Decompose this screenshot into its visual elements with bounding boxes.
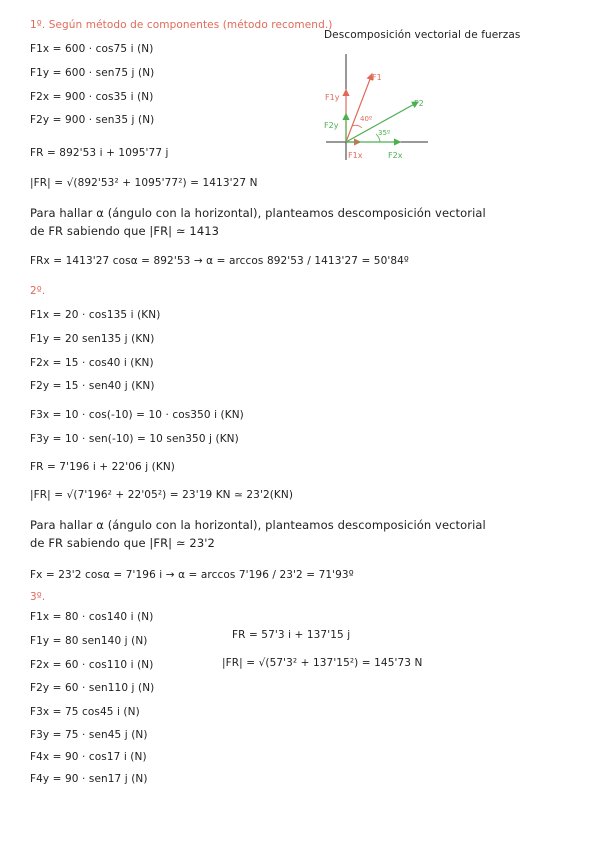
para-1-line-1: Para hallar α (ángulo con la horizontal), planteamos descomposición vectorial: [30, 206, 486, 220]
label-f1: F1: [372, 73, 382, 82]
para-1-line-2: de FR sabiendo que |FR| ≃ 1413: [30, 224, 220, 238]
eq-f1y: F1y = 600 · sen75 j (N): [30, 67, 155, 79]
eq3-f3y: F3y = 75 · sen45 j (N): [30, 729, 148, 741]
eq2-f1x: F1x = 20 · cos135 i (KN): [30, 309, 161, 321]
eq2-f1y: F1y = 20 sen135 j (KN): [30, 333, 155, 345]
eq-f2x: F2x = 900 · cos35 i (N): [30, 91, 154, 103]
eq3-fr-magnitude: |FR| = √(57'3² + 137'15²) = 145'73 N: [222, 657, 423, 669]
eq-fr: FR = 892'53 i + 1095'77 j: [30, 147, 169, 159]
eq3-f1y: F1y = 80 sen140 j (N): [30, 635, 148, 647]
eq3-f2y: F2y = 60 · sen110 j (N): [30, 682, 155, 694]
para-2-line-1: Para hallar α (ángulo con la horizontal), planteamos descomposición vectorial: [30, 518, 486, 532]
eq-fr-magnitude: |FR| = √(892'53² + 1095'77²) = 1413'27 N: [30, 177, 258, 189]
eq3-f3x: F3x = 75 cos45 i (N): [30, 706, 140, 718]
label-angle-40: 40º: [360, 115, 373, 123]
eq-f2y: F2y = 900 · sen35 j (N): [30, 114, 155, 126]
eq2-fr: FR = 7'196 i + 22'06 j (KN): [30, 461, 175, 473]
eq3-f4y: F4y = 90 · sen17 j (N): [30, 773, 148, 785]
eq3-f4x: F4x = 90 · cos17 i (N): [30, 751, 147, 763]
eq2-f3y: F3y = 10 · sen(-10) = 10 sen350 j (KN): [30, 433, 239, 445]
section-2-heading: 2º.: [30, 285, 46, 297]
eq2-fr-magnitude: |FR| = √(7'196² + 22'05²) = 23'19 KN ≃ 23'2(KN): [30, 489, 294, 501]
label-f1y: F1y: [325, 93, 340, 102]
eq2-f2x: F2x = 15 · cos40 i (KN): [30, 357, 154, 369]
para-2-line-2: de FR sabiendo que |FR| ≃ 23'2: [30, 536, 215, 550]
label-f2: F2: [414, 99, 424, 108]
label-f1x: F1x: [348, 151, 363, 160]
eq-f1x: F1x = 600 · cos75 i (N): [30, 43, 154, 55]
eq3-fr: FR = 57'3 i + 137'15 j: [232, 629, 351, 641]
diagram-title: Descomposición vectorial de fuerzas: [324, 29, 521, 41]
force-decomposition-diagram: [318, 44, 428, 168]
para-1-line-3: FRx = 1413'27 cosα = 892'53 → α = arccos 892'53 / 1413'27 = 50'84º: [30, 255, 409, 267]
label-f2x: F2x: [388, 151, 403, 160]
eq3-f1x: F1x = 80 · cos140 i (N): [30, 611, 154, 623]
eq2-f3x: F3x = 10 · cos(-10) = 10 · cos350 i (KN): [30, 409, 244, 421]
section-1-heading: 1º. Según método de componentes (método recomend.): [30, 19, 333, 31]
eq3-f2x: F2x = 60 · cos110 i (N): [30, 659, 154, 671]
label-angle-35: 35º: [378, 129, 391, 137]
angle-arc-40: [352, 125, 362, 128]
para-2-line-3: Fx = 23'2 cosα = 7'196 i → α = arccos 7'196 / 23'2 = 71'93º: [30, 569, 354, 581]
eq2-f2y: F2y = 15 · sen40 j (KN): [30, 380, 155, 392]
label-f2y: F2y: [324, 121, 339, 130]
f1-vector: [346, 74, 372, 142]
section-3-heading: 3º.: [30, 591, 46, 603]
